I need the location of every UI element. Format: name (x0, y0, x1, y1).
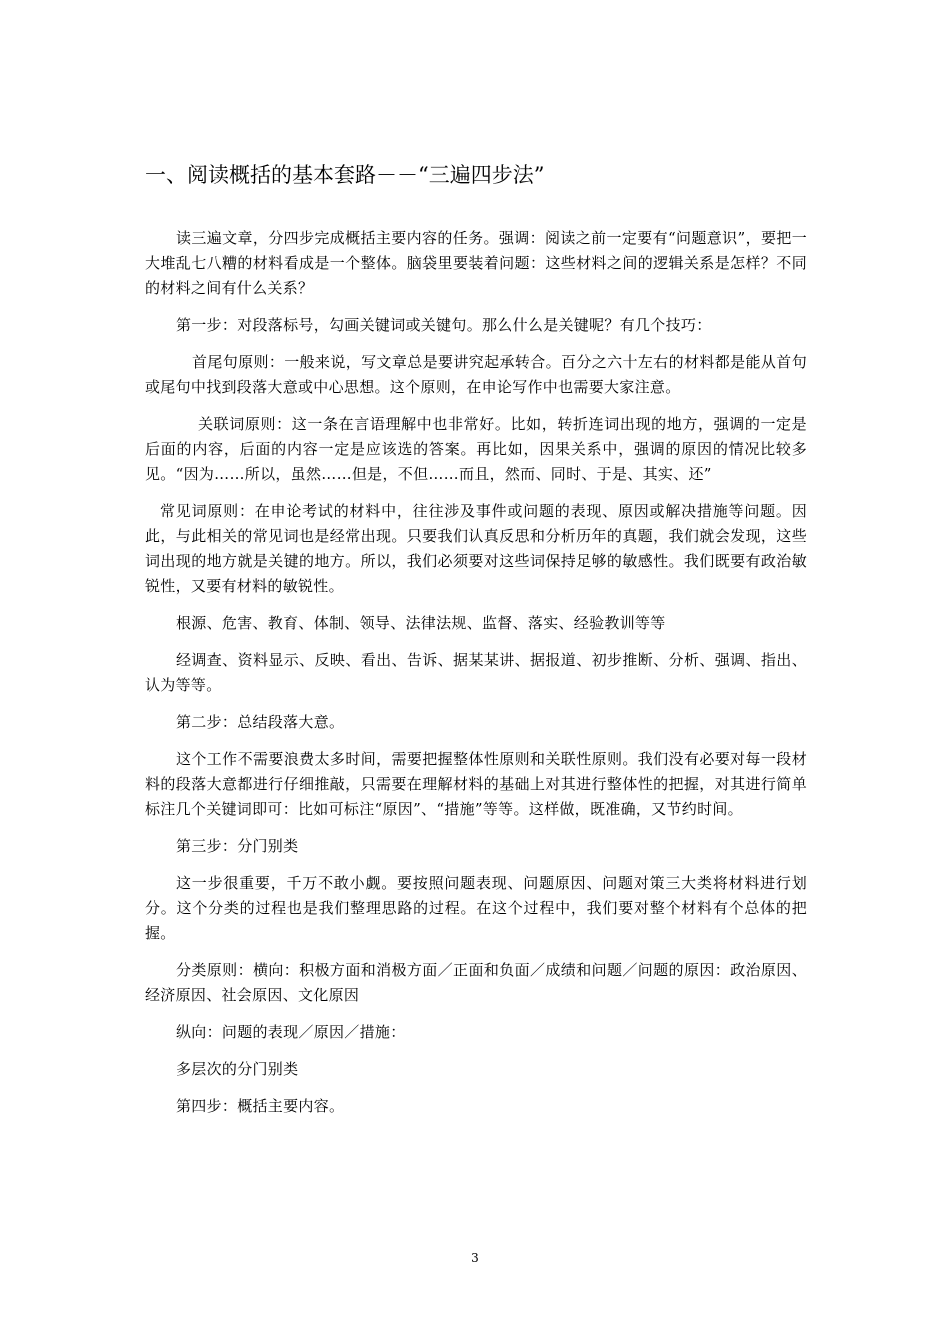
page-number: 3 (471, 1251, 479, 1265)
paragraph-keyword-list-one: 根源、危害、教育、体制、领导、法律法规、监督、落实、经验教训等等 (176, 614, 666, 632)
paragraph-multilevel: 多层次的分门别类 (176, 1060, 299, 1078)
paragraph-classification-horizontal: 分类原则：横向：积极方面和消极方面／正面和负面／成绩和问题／问题的原因：政治原因、经济原因、社会原因、文化原因 (145, 961, 807, 1004)
paragraph-step-two: 第二步：总结段落大意。 (176, 713, 345, 731)
paragraph-connective-rule: 关联词原则：这一条在言语理解中也非常好。比如，转折连词出现的地方，强调的一定是后面的内容，后面的内容一定是应该选的答案。再比如，因果关系中，强调的原因的情况比较多见。“因为……所以，虽然……但是，不但……而且，然而、同时、于是、其实、还” (145, 415, 807, 483)
paragraph-step-four: 第四步：概括主要内容。 (176, 1097, 345, 1115)
document-body (145, 226, 807, 1131)
paragraph-keyword-list-two: 经调查、资料显示、反映、看出、告诉、据某某讲、据报道、初步推断、分析、强调、指出、认为等等。 (145, 651, 807, 694)
paragraph-step-three-detail: 这一步很重要，千万不敢小觑。要按照问题表现、问题原因、问题对策三大类将材料进行划分。这个分类的过程也是我们整理思路的过程。在这个过程中，我们要对整个材料有个总体的把握。 (145, 874, 807, 942)
paragraph-step-two-detail: 这个工作不需要浪费太多时间，需要把握整体性原则和关联性原则。我们没有必要对每一段材料的段落大意都进行仔细推敲，只需要在理解材料的基础上对其进行整体性的把握，对其进行简单标注几个关键词即可：比如可标注“原因”、“措施”等等。这样做，既准确，又节约时间。 (145, 750, 807, 818)
paragraph-step-one: 第一步：对段落标号，勾画关键词或关键句。那么什么是关键呢？有几个技巧： (176, 316, 712, 334)
section-heading: 一、阅读概括的基本套路－－“三遍四步法” (145, 163, 545, 187)
paragraph-first-last-sentence-rule: 首尾句原则：一般来说，写文章总是要讲究起承转合。百分之六十左右的材料都是能从首句或尾句中找到段落大意或中心思想。这个原则，在申论写作中也需要大家注意。 (145, 353, 807, 396)
paragraph-classification-vertical: 纵向：问题的表现／原因／措施： (176, 1023, 406, 1041)
paragraph-common-word-rule: 常见词原则：在申论考试的材料中，往往涉及事件或问题的表现、原因或解决措施等问题。因此，与此相关的常见词也是经常出现。只要我们认真反思和分析历年的真题，我们就会发现，这些词出现的地方就是关键的地方。所以，我们必须要对这些词保持足够的敏感性。我们既要有政治敏锐性，又要有材料的敏锐性。 (145, 502, 807, 595)
paragraph-step-three: 第三步：分门别类 (176, 837, 299, 855)
paragraph-intro: 读三遍文章，分四步完成概括主要内容的任务。强调：阅读之前一定要有“问题意识”，要把一大堆乱七八糟的材料看成是一个整体。脑袋里要装着问题：这些材料之间的逻辑关系是怎样？不同的材料之间有什么关系？ (145, 229, 807, 297)
